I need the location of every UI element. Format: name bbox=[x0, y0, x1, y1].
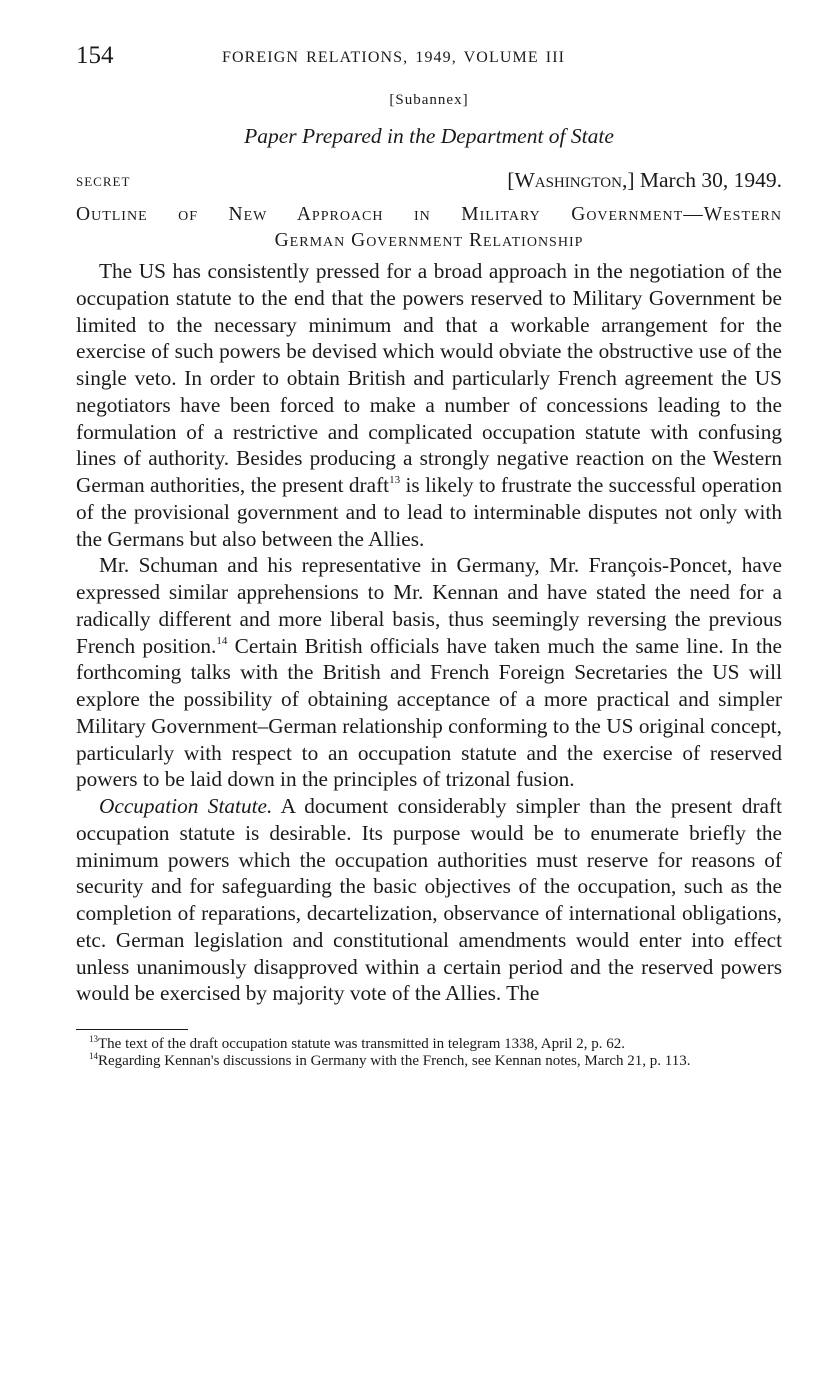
paragraph-1-text-continued: is likely to frustrate the successful operation of the provisional government and to lead to interminable disputes not only with the Germans but also between the Allies. bbox=[76, 473, 782, 551]
date-line bbox=[507, 168, 782, 193]
classification-label: SECRET bbox=[76, 174, 131, 189]
dateline bbox=[76, 168, 782, 194]
paper-title: Paper Prepared in the Department of State bbox=[244, 124, 614, 148]
heading-line-2: German Government Relationship bbox=[274, 230, 584, 251]
dateline-date: March 30, 1949. bbox=[639, 168, 782, 192]
paragraph-3-text: A document considerably simpler than the present draft occupation statute is desirable. Its purpose would be to enumerate briefly the minimum powers which the occupation authorities must reserve for reasons of security and for safeguarding the basic objectives of the occupation, such as the completion of reparations, decartelization, observance of international obligations, etc. German legislation and constitutional amendments would enter into effect unless unanimously disapproved within a certain period and the reserved powers would be exercised by majority vote of the Allies. The bbox=[76, 794, 782, 1006]
running-title: FOREIGN RELATIONS, 1949, VOLUME III bbox=[222, 49, 566, 66]
page-number: 154 bbox=[76, 42, 114, 69]
dateline-place: [Washington,] bbox=[507, 168, 635, 192]
footnote-13-text: The text of the draft occupation statute was transmitted in telegram 1338, April 2, p. 62. bbox=[98, 1036, 625, 1052]
footnote-13-number: 13 bbox=[89, 1034, 98, 1044]
footnote-ref-13: 13 bbox=[389, 474, 401, 486]
paragraph-3 bbox=[76, 793, 782, 1007]
document-page bbox=[76, 40, 782, 1070]
body-text bbox=[76, 258, 782, 1007]
paragraph-2-text: Mr. Schuman and his representative in Germany, Mr. François-Poncet, have expressed similar apprehensions to Mr. Kennan and have stated the need for a radically different and more liberal basis, thus seemingly reversing the previous French position. bbox=[76, 553, 782, 658]
paragraph-3-lead: Occupation Statute. bbox=[99, 794, 273, 818]
footnotes bbox=[76, 1036, 782, 1070]
section-heading bbox=[76, 202, 782, 254]
footnote-ref-14: 14 bbox=[216, 634, 228, 647]
subannex-label: [Subannex] bbox=[389, 92, 469, 108]
footnote-14-text: Regarding Kennan's discussions in Germany with the French, see Kennan notes, March 21, p. 113. bbox=[98, 1053, 691, 1069]
footnote-14-number: 14 bbox=[89, 1051, 98, 1061]
paragraph-2-text-continued: Certain British officials have taken much the same line. In the forthcoming talks with the British and French Foreign Secretaries the US will explore the possibility of obtaining acceptance of a more practical and simpler Military Government–German relationship conforming to the US original concept, particularly with respect to an occupation statute and the exercise of reserved powers to be laid down in the principles of trizonal fusion. bbox=[76, 633, 783, 792]
running-header bbox=[76, 40, 782, 76]
footnote-13 bbox=[76, 1036, 782, 1053]
footnote-divider bbox=[76, 1029, 188, 1030]
paragraph-2 bbox=[76, 552, 782, 793]
paragraph-1 bbox=[76, 258, 782, 552]
footnote-14 bbox=[76, 1053, 782, 1070]
paragraph-1-text: The US has consistently pressed for a broad approach in the negotiation of the occupation statute to the end that the powers reserved to Military Government be limited to the necessary minimum and that a workable arrangement for the exercise of such powers be devised which would obviate the obstructive use of the single veto. In order to obtain British and particularly French agreement the US negotiators have been forced to make a number of concessions leading to the formulation of a restrictive and complicated occupation statute with confusing lines of authority. Besides producing a strongly negative reaction on the Western German authorities, the present draft bbox=[76, 259, 782, 497]
heading-line-1: Outline of New Approach in Military Government—Western bbox=[76, 204, 782, 225]
